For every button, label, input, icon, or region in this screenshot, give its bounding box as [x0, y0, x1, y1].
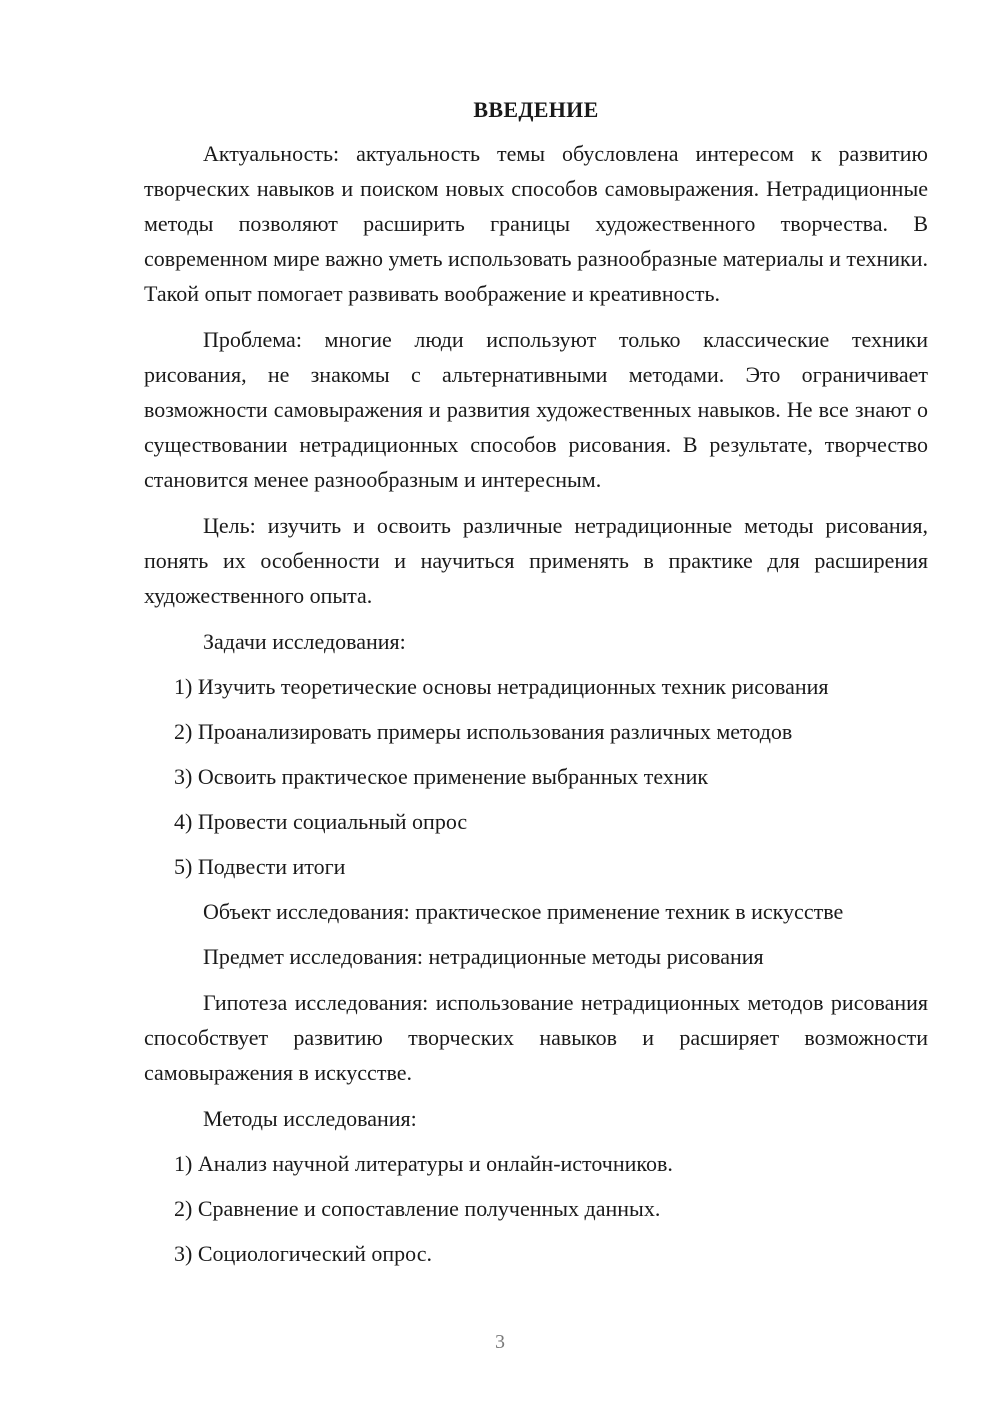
methods-list: [144, 1146, 928, 1271]
list-item: 3) Социологический опрос.: [174, 1241, 432, 1266]
list-item: 2) Проанализировать примеры использования различных методов: [174, 719, 793, 744]
tasks-list: [144, 669, 928, 884]
list-item: 2) Сравнение и сопоставление полученных данных.: [174, 1196, 661, 1221]
page-number: 3: [495, 1331, 505, 1353]
hypothesis-paragraph: Гипотеза исследования: использование нетрадиционных методов рисования способствует развитию творческих навыков и расширяет возможности самовыражения в искусстве.: [144, 990, 928, 1085]
problem-paragraph: Проблема: многие люди используют только классические техники рисования, не знакомы с альтернативными методами. Это ограничивает возможности самовыражения и развития художественных навыков. Не все знают о существовании нетрадиционных способов рисования. В результате, творчество становится менее разнообразным и интересным.: [144, 327, 928, 492]
goal-paragraph: Цель: изучить и освоить различные нетрадиционные методы рисования, понять их особенности и научиться применять в практике для расширения художественного опыта.: [144, 513, 928, 608]
section-heading: ВВЕДЕНИЕ: [473, 97, 599, 122]
list-item: 4) Провести социальный опрос: [174, 809, 468, 834]
document-page: [144, 92, 928, 1271]
tasks-title: Задачи исследования:: [203, 629, 406, 654]
research-subject: Предмет исследования: нетрадиционные методы рисования: [203, 944, 764, 969]
methods-title: Методы исследования:: [203, 1106, 417, 1131]
list-item: 3) Освоить практическое применение выбранных техник: [174, 764, 709, 789]
list-item: 1) Изучить теоретические основы нетрадиционных техник рисования: [174, 674, 829, 699]
list-item: 1) Анализ научной литературы и онлайн-источников.: [174, 1151, 673, 1176]
research-object: Объект исследования: практическое применение техник в искусстве: [203, 899, 844, 924]
relevance-paragraph: Актуальность: актуальность темы обусловлена интересом к развитию творческих навыков и поиском новых способов самовыражения. Нетрадиционные методы позволяют расширить границы художественного творчества. В современном мире важно уметь использовать разнообразные материалы и техники. Такой опыт помогает развивать воображение и креативность.: [144, 141, 928, 306]
list-item: 5) Подвести итоги: [174, 854, 346, 879]
